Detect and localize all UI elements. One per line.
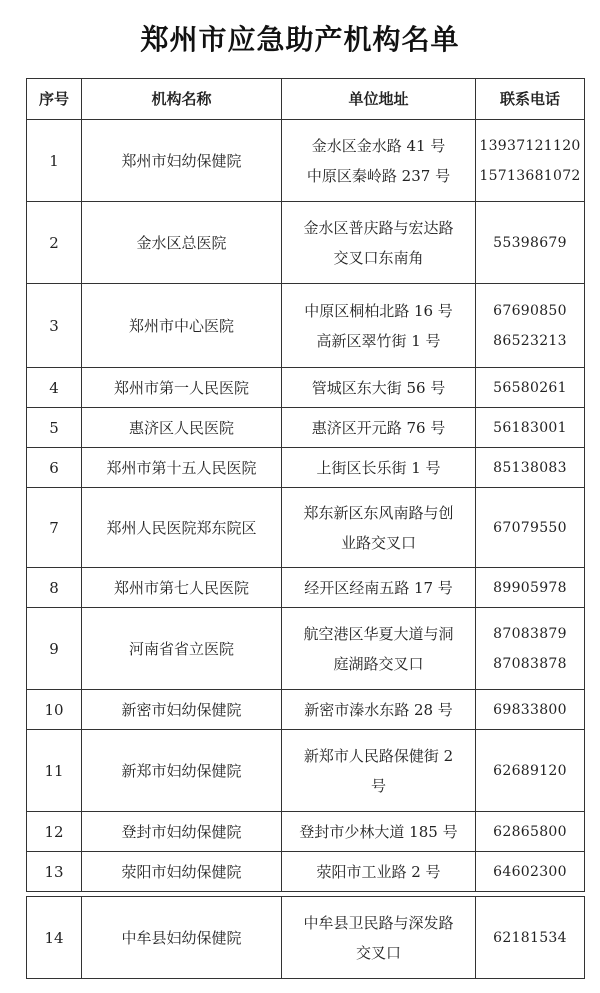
contact-phone — [476, 812, 585, 852]
contact-phone — [476, 897, 585, 979]
contact-phone — [476, 488, 585, 568]
institution-address — [282, 812, 476, 852]
institution-name: 郑州市中心医院 — [82, 284, 282, 368]
row-number: 2 — [27, 202, 82, 284]
institution-name: 郑州市妇幼保健院 — [82, 120, 282, 202]
institution-name: 金水区总医院 — [82, 202, 282, 284]
header-address: 单位地址 — [282, 79, 476, 120]
table-row — [27, 448, 585, 488]
contact-phone — [476, 408, 585, 448]
address-line: 郑东新区东风南路与创 — [303, 503, 454, 522]
phone-line: 87083879 — [493, 625, 567, 642]
contact-phone — [476, 730, 585, 812]
address-line: 上街区长乐街 1 号 — [316, 458, 441, 477]
institution-address — [282, 730, 476, 812]
institution-name: 惠济区人民医院 — [82, 408, 282, 448]
institution-address — [282, 897, 476, 979]
row-number: 14 — [27, 897, 82, 979]
institution-address — [282, 488, 476, 568]
address-line: 荥阳市工业路 2 号 — [316, 862, 441, 881]
row-number: 6 — [27, 448, 82, 488]
institution-name: 郑州人民医院郑东院区 — [82, 488, 282, 568]
table-row — [27, 202, 585, 284]
institution-address — [282, 608, 476, 690]
address-line: 金水区金水路 41 号 — [311, 136, 446, 155]
phone-line: 89905978 — [493, 579, 567, 596]
institution-address — [282, 568, 476, 608]
institution-name: 登封市妇幼保健院 — [82, 812, 282, 852]
phone-line: 86523213 — [493, 332, 567, 349]
institution-address — [282, 448, 476, 488]
phone-line: 67690850 — [493, 302, 567, 319]
table-row — [27, 730, 585, 812]
table-row — [27, 568, 585, 608]
address-line: 中牟县卫民路与深发路 — [303, 913, 454, 932]
address-line: 中原区秦岭路 237 号 — [306, 166, 451, 185]
row-number: 5 — [27, 408, 82, 448]
contact-phone — [476, 448, 585, 488]
institution-name: 郑州市第十五人民医院 — [82, 448, 282, 488]
table-row — [27, 488, 585, 568]
table-row — [27, 120, 585, 202]
phone-line: 85138083 — [493, 459, 567, 476]
phone-line: 69833800 — [493, 701, 567, 718]
table-body — [27, 120, 585, 979]
page-title: 郑州市应急助产机构名单 — [140, 23, 460, 56]
table-row — [27, 812, 585, 852]
hospital-table — [26, 78, 585, 979]
institution-name: 河南省省立医院 — [82, 608, 282, 690]
contact-phone — [476, 690, 585, 730]
phone-line: 67079550 — [493, 519, 567, 536]
address-line: 高新区翠竹街 1 号 — [316, 331, 441, 350]
row-number: 11 — [27, 730, 82, 812]
phone-line: 62865800 — [493, 823, 567, 840]
phone-line: 55398679 — [493, 234, 567, 251]
address-line: 交叉口 — [355, 943, 401, 962]
row-number: 8 — [27, 568, 82, 608]
institution-name: 新密市妇幼保健院 — [82, 690, 282, 730]
institution-address — [282, 408, 476, 448]
phone-line: 56183001 — [493, 419, 567, 436]
header-name: 机构名称 — [82, 79, 282, 120]
table-row — [27, 284, 585, 368]
phone-line: 13937121120 — [479, 137, 581, 154]
phone-line: 62689120 — [493, 762, 567, 779]
address-line: 业路交叉口 — [340, 533, 416, 552]
contact-phone — [476, 608, 585, 690]
address-line: 中原区桐柏北路 16 号 — [304, 301, 453, 320]
address-line: 新密市溱水东路 28 号 — [304, 700, 453, 719]
row-number: 3 — [27, 284, 82, 368]
contact-phone — [476, 284, 585, 368]
institution-address — [282, 852, 476, 892]
header-phone: 联系电话 — [476, 79, 585, 120]
address-line: 金水区普庆路与宏达路 — [303, 218, 454, 237]
contact-phone — [476, 202, 585, 284]
table-row — [27, 690, 585, 730]
contact-phone — [476, 568, 585, 608]
address-line: 交叉口东南角 — [333, 248, 424, 267]
row-number: 13 — [27, 852, 82, 892]
address-line: 经开区经南五路 17 号 — [304, 578, 453, 597]
row-number: 7 — [27, 488, 82, 568]
institution-address — [282, 120, 476, 202]
address-line: 号 — [370, 776, 386, 795]
phone-line: 87083878 — [493, 655, 567, 672]
row-number: 10 — [27, 690, 82, 730]
institution-name: 中牟县妇幼保健院 — [82, 897, 282, 979]
address-line: 登封市少林大道 185 号 — [299, 822, 458, 841]
address-line: 惠济区开元路 76 号 — [311, 418, 446, 437]
institution-name: 郑州市第一人民医院 — [82, 368, 282, 408]
phone-line: 62181534 — [493, 929, 567, 946]
table-header-row — [27, 79, 585, 120]
address-line: 管城区东大街 56 号 — [311, 378, 446, 397]
header-no: 序号 — [27, 79, 82, 120]
phone-line: 15713681072 — [479, 167, 581, 184]
table-row — [27, 897, 585, 979]
table-row — [27, 368, 585, 408]
phone-line: 64602300 — [493, 863, 567, 880]
institution-name: 荥阳市妇幼保健院 — [82, 852, 282, 892]
address-line: 新郑市人民路保健街 2 — [303, 746, 454, 765]
contact-phone — [476, 120, 585, 202]
row-number: 12 — [27, 812, 82, 852]
institution-name: 郑州市第七人民医院 — [82, 568, 282, 608]
table-row — [27, 852, 585, 892]
contact-phone — [476, 368, 585, 408]
phone-line: 56580261 — [493, 379, 567, 396]
row-number: 1 — [27, 120, 82, 202]
institution-address — [282, 690, 476, 730]
row-number: 9 — [27, 608, 82, 690]
institution-address — [282, 284, 476, 368]
contact-phone — [476, 852, 585, 892]
row-number: 4 — [27, 368, 82, 408]
institution-address — [282, 368, 476, 408]
address-line: 庭湖路交叉口 — [333, 654, 424, 673]
table-row — [27, 408, 585, 448]
table-row — [27, 608, 585, 690]
institution-address — [282, 202, 476, 284]
institution-name: 新郑市妇幼保健院 — [82, 730, 282, 812]
address-line: 航空港区华夏大道与洞 — [303, 624, 454, 643]
